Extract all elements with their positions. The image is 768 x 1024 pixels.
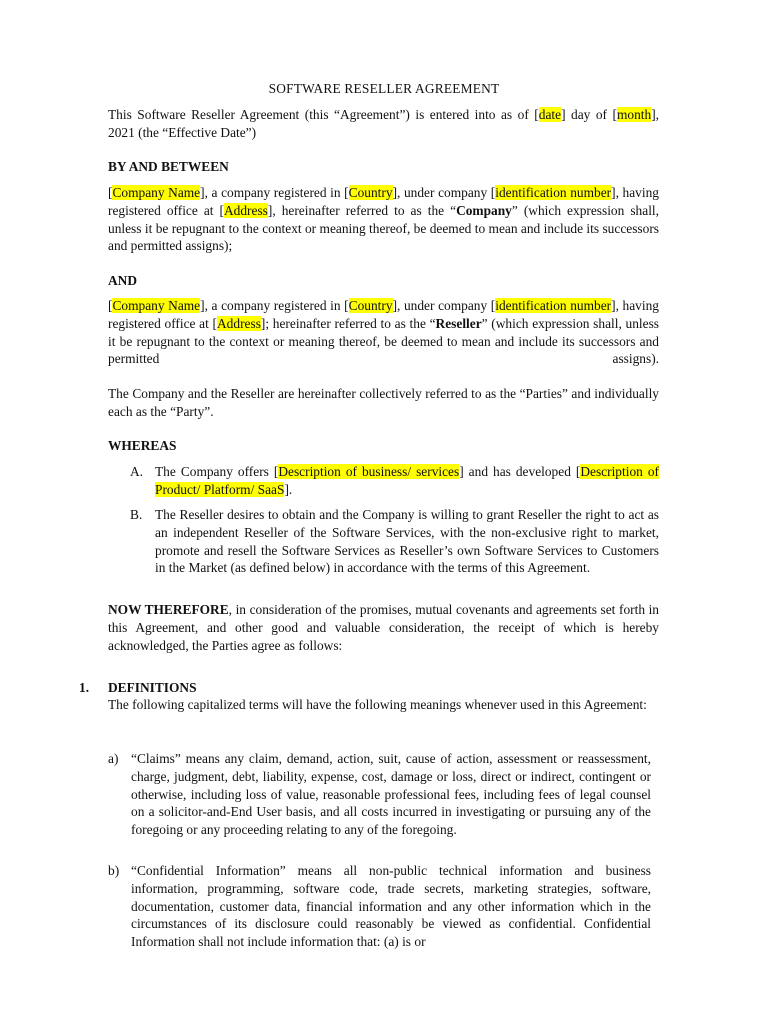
definitions-intro: The following capitalized terms will have the following meanings whenever used in this Agreement: [108, 697, 647, 712]
country-placeholder: Country [348, 185, 393, 200]
party-text: ], hereinafter referred to as the “ [267, 202, 457, 218]
whereas-heading: WHEREAS [108, 438, 177, 453]
identification-number-placeholder: identification number [495, 298, 612, 313]
recital-text [155, 463, 659, 499]
recital-text-part: The Company offers [ [155, 464, 279, 479]
definition-text: “Claims” means any claim, demand, action, suit, cause of action, assessment or reassessment, charge, judgment, debt, liability, expense, cost, damage or loss, direct or indirect, contingent or otherwise, including loss of value, reasonable professional fees, including fees of legal counsel on a solicitor-and-End User basis, and all costs incurred in investigating or pursuing any of the foregoing or any proceeding relating to any of the foregoing. [131, 751, 651, 838]
business-description-placeholder: Description of business/ services [278, 464, 460, 479]
address-placeholder: Address [223, 202, 268, 218]
now-therefore-paragraph [108, 601, 659, 654]
company-name-placeholder: Company Name [112, 298, 201, 313]
now-therefore-label: NOW THEREFORE [108, 602, 229, 617]
section-title: DEFINITIONS [108, 680, 197, 695]
recital-marker: A. [130, 464, 144, 479]
document-title: SOFTWARE RESELLER AGREEMENT [268, 81, 500, 96]
party-one-paragraph [108, 184, 659, 255]
definition-marker: b) [108, 863, 120, 878]
section-number: 1. [79, 680, 90, 695]
defined-term-reseller: Reseller [435, 315, 482, 331]
address-placeholder: Address [217, 315, 261, 331]
party-text: ], a company registered in [ [200, 298, 349, 313]
identification-number-placeholder: identification number [495, 185, 612, 200]
bracket: [ [108, 185, 113, 200]
recital-text-part: ] and has developed [ [459, 464, 581, 479]
party-text: ], under company [ [392, 298, 496, 313]
party-text: ” (which expression shall, unless it be repugnant to the context or meaning thereof, be deemed to mean and include its successors and permitted assigns); [108, 202, 659, 254]
intro-paragraph [108, 106, 659, 142]
party-text: ], having registered office at [ [108, 185, 659, 218]
recital-text-part: ]. [284, 481, 293, 497]
intro-text-2: ] day of [ [561, 107, 617, 122]
bracket: [ [108, 298, 113, 313]
month-placeholder: month [616, 107, 652, 122]
recital-text: The Reseller desires to obtain and the Company is willing to grant Reseller the right to act as an independent Reseller of the Software Services, with the non-exclusive right to market, promote and resell the Software Services as Reseller’s own Software Services to Customers in the Market (as defined below) in accordance with the terms of this Agreement. [155, 507, 659, 576]
company-name-placeholder: Company Name [112, 185, 201, 200]
by-and-between-heading: BY AND BETWEEN [108, 159, 229, 174]
date-placeholder: date [538, 107, 562, 122]
recital-marker: B. [130, 507, 143, 522]
parties-paragraph: The Company and the Reseller are hereinafter collectively referred to as the “Parties” and individually each as the “Party”. [108, 386, 659, 419]
defined-term-company: Company [456, 202, 512, 218]
now-therefore-text: , in consideration of the promises, mutual covenants and agreements set forth in this Agreement, and other good and valuable consideration, the receipt of which is hereby acknowledged, the Parties agree as follows: [108, 602, 659, 653]
party-text: ]; hereinafter referred to as the “ [260, 315, 436, 331]
definition-text: “Confidential Information” means all non-public technical information and business information, programming, software code, trade secrets, marketing strategies, software, documentation, customer data, financial information and any other information which in the circumstances of its disclosure could reasonably be viewed as confidential. Confidential Information shall not include information that: (a) is or [131, 863, 651, 950]
definition-item [108, 750, 651, 855]
recital-item [108, 506, 659, 596]
party-text: ” (which expression shall, unless it be repugnant to the context or meaning thereof, be deemed to mean and include its successors and permitted assigns). [108, 315, 659, 367]
product-description-placeholder: Description of Product/ Platform/ SaaS [155, 464, 659, 497]
party-two-paragraph [108, 297, 659, 368]
party-text: ], having registered office at [ [108, 298, 659, 331]
recital-item [108, 463, 659, 499]
country-placeholder: Country [348, 298, 393, 313]
intro-text-1: This Software Reseller Agreement (this “Agreement”) is entered into as of [ [108, 107, 539, 122]
and-heading: AND [108, 273, 138, 288]
definition-marker: a) [108, 751, 119, 766]
definition-item [108, 862, 651, 967]
party-text: ], under company [ [392, 185, 496, 200]
intro-text-3: ], 2021 (the “Effective Date”) [108, 107, 659, 140]
party-text: ], a company registered in [ [200, 185, 349, 200]
